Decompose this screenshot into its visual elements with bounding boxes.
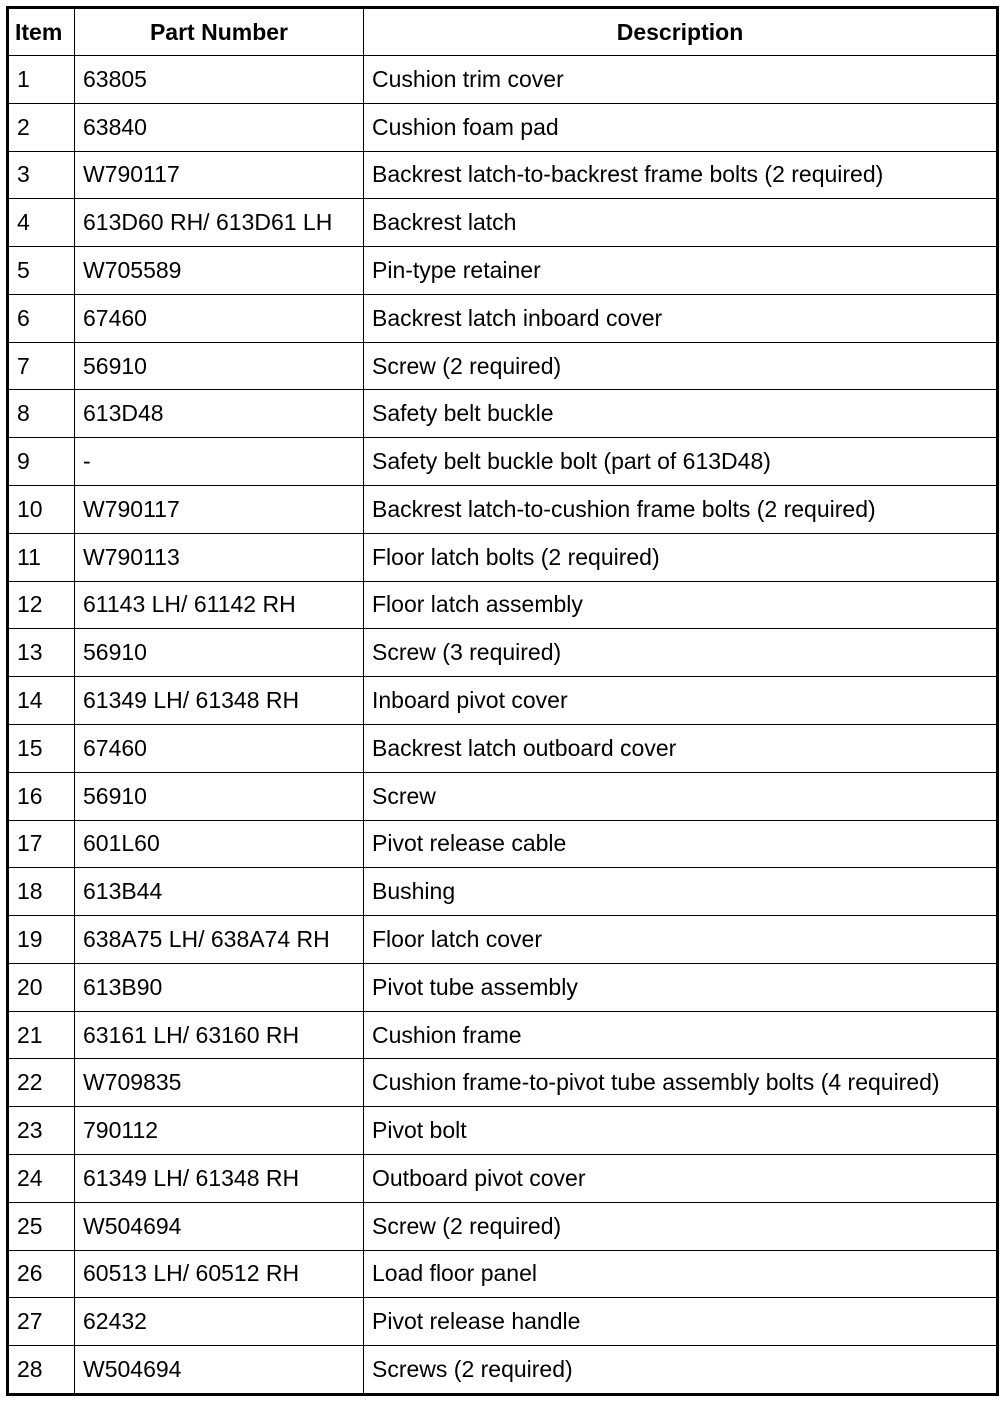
item-cell: 2 xyxy=(8,103,75,151)
header-row xyxy=(8,8,998,56)
description-cell: Inboard pivot cover xyxy=(364,677,998,725)
item-cell: 23 xyxy=(8,1107,75,1155)
table-row xyxy=(8,533,998,581)
item-cell: 28 xyxy=(8,1346,75,1395)
table-row xyxy=(8,438,998,486)
description-cell: Safety belt buckle xyxy=(364,390,998,438)
part-number-cell: 613D60 RH/ 613D61 LH xyxy=(75,199,364,247)
part-number-cell: 63805 xyxy=(75,56,364,104)
part-number-cell: 67460 xyxy=(75,294,364,342)
description-cell: Pin-type retainer xyxy=(364,247,998,295)
table-row xyxy=(8,1250,998,1298)
table-row xyxy=(8,581,998,629)
description-cell: Cushion trim cover xyxy=(364,56,998,104)
item-cell: 6 xyxy=(8,294,75,342)
part-number-cell: W790117 xyxy=(75,151,364,199)
part-number-cell: 56910 xyxy=(75,629,364,677)
part-number-cell: 63840 xyxy=(75,103,364,151)
table-row xyxy=(8,677,998,725)
description-cell: Load floor panel xyxy=(364,1250,998,1298)
item-cell: 10 xyxy=(8,486,75,534)
description-cell: Screw (2 required) xyxy=(364,1202,998,1250)
table-row xyxy=(8,629,998,677)
description-cell: Backrest latch-to-cushion frame bolts (2 required) xyxy=(364,486,998,534)
table-row xyxy=(8,772,998,820)
table-row xyxy=(8,1154,998,1202)
part-number-cell: 613D48 xyxy=(75,390,364,438)
item-cell: 27 xyxy=(8,1298,75,1346)
item-cell: 26 xyxy=(8,1250,75,1298)
part-number-cell: 61143 LH/ 61142 RH xyxy=(75,581,364,629)
item-cell: 20 xyxy=(8,963,75,1011)
part-number-cell: W790113 xyxy=(75,533,364,581)
description-cell: Backrest latch inboard cover xyxy=(364,294,998,342)
description-cell: Pivot tube assembly xyxy=(364,963,998,1011)
description-cell: Screws (2 required) xyxy=(364,1346,998,1395)
table-row xyxy=(8,963,998,1011)
parts-table xyxy=(6,6,999,1396)
part-number-cell: W705589 xyxy=(75,247,364,295)
table-row xyxy=(8,151,998,199)
item-cell: 3 xyxy=(8,151,75,199)
description-cell: Backrest latch xyxy=(364,199,998,247)
part-number-cell: 61349 LH/ 61348 RH xyxy=(75,1154,364,1202)
description-cell: Screw (3 required) xyxy=(364,629,998,677)
item-cell: 13 xyxy=(8,629,75,677)
part-number-cell: W504694 xyxy=(75,1202,364,1250)
item-cell: 14 xyxy=(8,677,75,725)
table-row xyxy=(8,247,998,295)
description-cell: Backrest latch-to-backrest frame bolts (2 required) xyxy=(364,151,998,199)
description-cell: Pivot release cable xyxy=(364,820,998,868)
item-cell: 8 xyxy=(8,390,75,438)
description-cell: Cushion frame xyxy=(364,1011,998,1059)
part-number-cell: 601L60 xyxy=(75,820,364,868)
table-row xyxy=(8,820,998,868)
part-number-cell: 61349 LH/ 61348 RH xyxy=(75,677,364,725)
item-cell: 17 xyxy=(8,820,75,868)
part-number-cell: W790117 xyxy=(75,486,364,534)
description-cell: Pivot bolt xyxy=(364,1107,998,1155)
description-cell: Pivot release handle xyxy=(364,1298,998,1346)
part-number-cell: 638A75 LH/ 638A74 RH xyxy=(75,916,364,964)
item-cell: 21 xyxy=(8,1011,75,1059)
table-row xyxy=(8,1107,998,1155)
description-cell: Screw xyxy=(364,772,998,820)
table-row xyxy=(8,199,998,247)
description-cell: Cushion frame-to-pivot tube assembly bolts (4 required) xyxy=(364,1059,998,1107)
part-number-cell: 56910 xyxy=(75,772,364,820)
table-row xyxy=(8,916,998,964)
item-cell: 7 xyxy=(8,342,75,390)
part-number-cell: 62432 xyxy=(75,1298,364,1346)
table-row xyxy=(8,486,998,534)
table-row xyxy=(8,56,998,104)
item-cell: 1 xyxy=(8,56,75,104)
description-cell: Screw (2 required) xyxy=(364,342,998,390)
item-cell: 15 xyxy=(8,724,75,772)
part-number-cell: 60513 LH/ 60512 RH xyxy=(75,1250,364,1298)
table-row xyxy=(8,1059,998,1107)
part-number-cell: 790112 xyxy=(75,1107,364,1155)
header-part-number: Part Number xyxy=(75,8,364,56)
item-cell: 4 xyxy=(8,199,75,247)
description-cell: Floor latch assembly xyxy=(364,581,998,629)
item-cell: 12 xyxy=(8,581,75,629)
description-cell: Outboard pivot cover xyxy=(364,1154,998,1202)
table-row xyxy=(8,390,998,438)
description-cell: Floor latch bolts (2 required) xyxy=(364,533,998,581)
part-number-cell: 63161 LH/ 63160 RH xyxy=(75,1011,364,1059)
description-cell: Floor latch cover xyxy=(364,916,998,964)
item-cell: 11 xyxy=(8,533,75,581)
table-row xyxy=(8,1011,998,1059)
item-cell: 9 xyxy=(8,438,75,486)
item-cell: 19 xyxy=(8,916,75,964)
part-number-cell: 56910 xyxy=(75,342,364,390)
table-row xyxy=(8,103,998,151)
table-row xyxy=(8,1346,998,1395)
part-number-cell: W709835 xyxy=(75,1059,364,1107)
table-row xyxy=(8,1298,998,1346)
description-cell: Bushing xyxy=(364,868,998,916)
part-number-cell: 613B90 xyxy=(75,963,364,1011)
table-row xyxy=(8,724,998,772)
item-cell: 16 xyxy=(8,772,75,820)
item-cell: 25 xyxy=(8,1202,75,1250)
item-cell: 18 xyxy=(8,868,75,916)
item-cell: 24 xyxy=(8,1154,75,1202)
part-number-cell: 613B44 xyxy=(75,868,364,916)
table-row xyxy=(8,342,998,390)
part-number-cell: - xyxy=(75,438,364,486)
item-cell: 5 xyxy=(8,247,75,295)
header-description: Description xyxy=(364,8,998,56)
part-number-cell: W504694 xyxy=(75,1346,364,1395)
description-cell: Cushion foam pad xyxy=(364,103,998,151)
item-cell: 22 xyxy=(8,1059,75,1107)
header-item: Item xyxy=(8,8,75,56)
description-cell: Backrest latch outboard cover xyxy=(364,724,998,772)
description-cell: Safety belt buckle bolt (part of 613D48) xyxy=(364,438,998,486)
table-row xyxy=(8,294,998,342)
part-number-cell: 67460 xyxy=(75,724,364,772)
table-row xyxy=(8,1202,998,1250)
table-row xyxy=(8,868,998,916)
